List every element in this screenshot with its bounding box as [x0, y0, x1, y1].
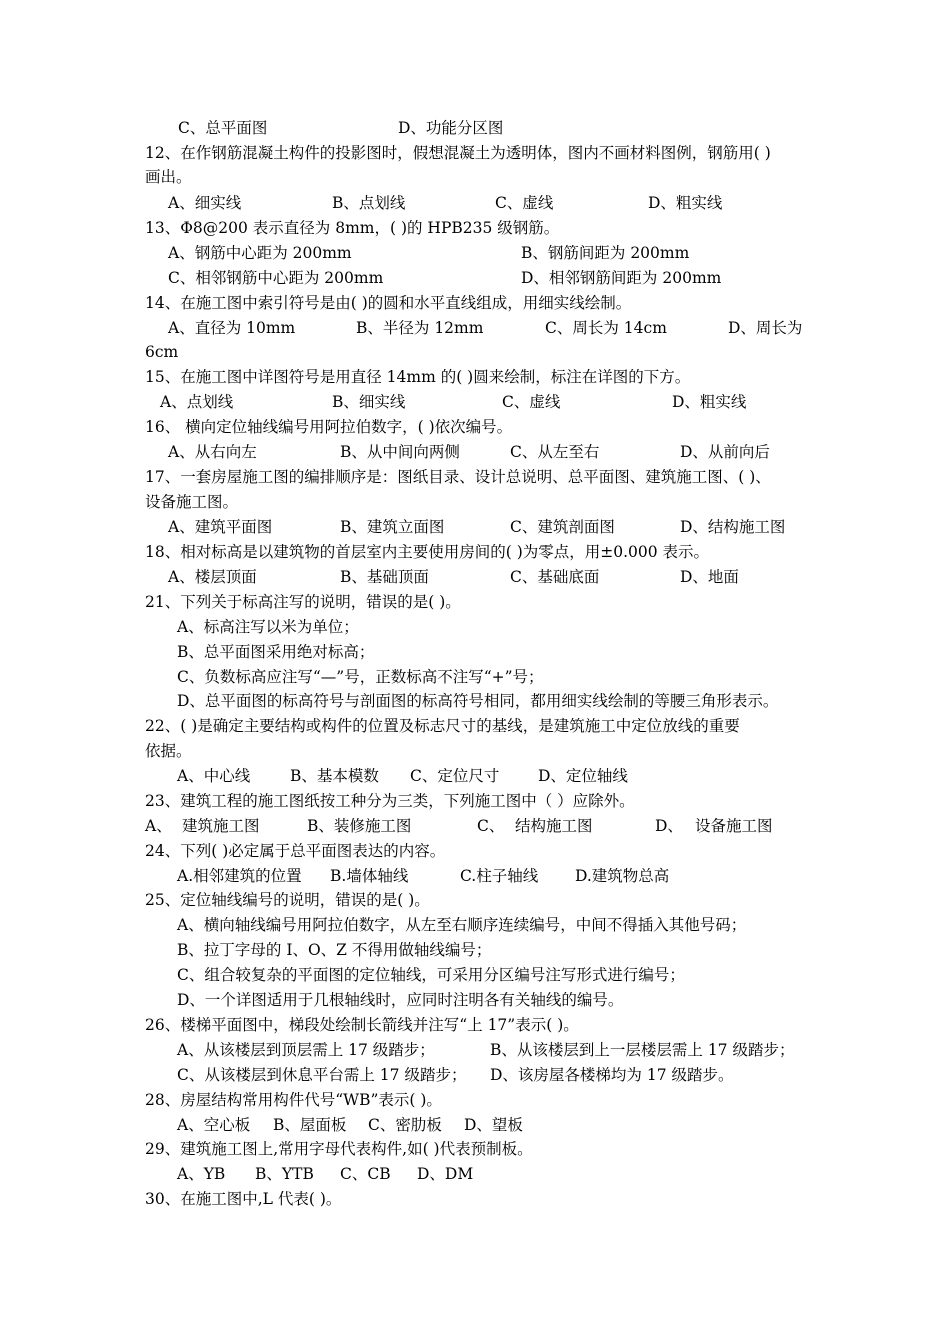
- question-text: 30、在施工图中,L 代表( )。: [145, 1190, 342, 1208]
- question-text: 26、楼梯平面图中，梯段处绘制长箭线并注写“上 17”表示( )。: [145, 1016, 579, 1034]
- question-text: 25、定位轴线编号的说明，错误的是( )。: [145, 891, 430, 909]
- option-a: 建筑施工图: [182, 817, 260, 835]
- option-a: A、YB: [177, 1165, 226, 1183]
- option-b: B、钢筋间距为 200mm: [521, 244, 690, 262]
- option-c: C、组合较复杂的平面图的定位轴线，可采用分区编号注写形式进行编号；: [177, 966, 685, 984]
- option-c: C、相邻钢筋中心距为 200mm: [168, 269, 384, 287]
- question-text: 29、建筑施工图上,常用字母代表构件,如( )代表预制板。: [145, 1140, 533, 1158]
- option-d: D、从前向后: [680, 443, 770, 461]
- option-c: C、总平面图: [178, 119, 268, 137]
- option-d: D、结构施工图: [680, 518, 786, 536]
- option-a-letter: A、: [145, 817, 172, 835]
- option-d: D、定位轴线: [538, 767, 628, 785]
- option-b: B、总平面图采用绝对标高；: [177, 643, 375, 661]
- option-b: B、拉丁字母的 I、O、Z 不得用做轴线编号；: [177, 941, 492, 959]
- question-text: 设备施工图。: [145, 493, 239, 511]
- option-b: B、细实线: [332, 393, 406, 411]
- question-text: 15、在施工图中详图符号是用直径 14mm 的( )圆来绘制，标注在详图的下方。: [145, 368, 691, 386]
- option-b: B、基本模数: [290, 767, 379, 785]
- option-a: A、标高注写以米为单位；: [177, 618, 359, 636]
- question-text: 12、在作钢筋混凝土构件的投影图时，假想混凝土为透明体，图内不画材料图例，钢筋用( ): [145, 144, 771, 162]
- option-d: D、望板: [464, 1116, 523, 1134]
- option-c: C、定位尺寸: [410, 767, 500, 785]
- option-d: D、功能分区图: [398, 119, 504, 137]
- option-a: A、楼层顶面: [168, 568, 257, 586]
- option-d: D、周长为: [728, 319, 803, 337]
- option-d: D、相邻钢筋间距为 200mm: [521, 269, 722, 287]
- option-a: A、建筑平面图: [168, 518, 273, 536]
- option-b: B、半径为 12mm: [356, 319, 484, 337]
- option-c: C、虚线: [495, 194, 554, 212]
- option-c: C、从左至右: [510, 443, 600, 461]
- option-c: C、从该楼层到休息平台需上 17 级踏步；: [177, 1066, 467, 1084]
- option-c: C、基础底面: [510, 568, 600, 586]
- option-b: B、基础顶面: [340, 568, 429, 586]
- option-c: C、负数标高应注写“—”号，正数标高不注写“+”号；: [177, 668, 544, 686]
- option-c: 结构施工图: [515, 817, 593, 835]
- option-a: A.相邻建筑的位置: [177, 867, 302, 885]
- option-b: B.墙体轴线: [330, 867, 409, 885]
- question-text: 13、Φ8@200 表示直径为 8mm，( )的 HPB235 级钢筋。: [145, 219, 560, 237]
- option-c: C.柱子轴线: [460, 867, 539, 885]
- question-text: 画出。: [145, 168, 192, 186]
- option-a: A、空心板: [177, 1116, 251, 1134]
- option-b: B、从中间向两侧: [340, 443, 460, 461]
- option-b: B、屋面板: [273, 1116, 347, 1134]
- option-d: D、DM: [417, 1165, 474, 1183]
- option-a: A、钢筋中心距为 200mm: [168, 244, 352, 262]
- option-d: 设备施工图: [695, 817, 773, 835]
- option-a: A、点划线: [160, 393, 234, 411]
- question-text: 28、房屋结构常用构件代号“WB”表示( )。: [145, 1091, 442, 1109]
- question-text: 16、 横向定位轴线编号用阿拉伯数字，( )依次编号。: [145, 418, 513, 436]
- option-d: D、该房屋各楼梯均为 17 级踏步。: [490, 1066, 734, 1084]
- option-d: D.建筑物总高: [575, 867, 670, 885]
- option-a: A、细实线: [168, 194, 242, 212]
- option-a: A、直径为 10mm: [168, 319, 296, 337]
- option-b: B、YTB: [255, 1165, 314, 1183]
- option-a: A、横向轴线编号用阿拉伯数字，从左至右顺序连续编号，中间不得插入其他号码；: [177, 916, 747, 934]
- question-text: 23、建筑工程的施工图纸按工种分为三类，下列施工图中（ ）应除外。: [145, 792, 635, 810]
- question-text: 22、( )是确定主要结构或构件的位置及标志尺寸的基线，是建筑施工中定位放线的重要: [145, 717, 740, 735]
- option-c: C、密肋板: [368, 1116, 442, 1134]
- option-d: D、粗实线: [672, 393, 747, 411]
- option-a: A、中心线: [177, 767, 251, 785]
- option-d-letter: D、: [655, 817, 683, 835]
- option-d: D、地面: [680, 568, 739, 586]
- option-d: D、粗实线: [648, 194, 723, 212]
- option-b: B、点划线: [332, 194, 406, 212]
- question-text: 17、一套房屋施工图的编排顺序是：图纸目录、设计总说明、总平面图、建筑施工图、( )、: [145, 468, 771, 486]
- option-b: B、装修施工图: [307, 817, 412, 835]
- option-d: D、总平面图的标高符号与剖面图的标高符号相同，都用细实线绘制的等腰三角形表示。: [177, 692, 779, 710]
- option-c: C、CB: [340, 1165, 391, 1183]
- option-c: C、虚线: [502, 393, 561, 411]
- option-c: C、建筑剖面图: [510, 518, 615, 536]
- option-b: B、从该楼层到上一层楼层需上 17 级踏步；: [490, 1041, 795, 1059]
- question-text: 14、在施工图中索引符号是由( )的圆和水平直线组成，用细实线绘制。: [145, 294, 632, 312]
- question-text: 21、下列关于标高注写的说明，错误的是( )。: [145, 593, 461, 611]
- question-text: 依据。: [145, 742, 192, 760]
- option-a: A、从该楼层到顶层需上 17 级踏步；: [177, 1041, 435, 1059]
- option-c: C、周长为 14cm: [545, 319, 667, 337]
- option-b: B、建筑立面图: [340, 518, 445, 536]
- option-c-letter: C、: [477, 817, 505, 835]
- option-d: D、一个详图适用于几根轴线时，应同时注明各有关轴线的编号。: [177, 991, 624, 1009]
- question-text: 18、相对标高是以建筑物的首层室内主要使用房间的( )为零点，用±0.000 表示。: [145, 543, 710, 561]
- option-text: 6cm: [145, 343, 179, 361]
- option-a: A、从右向左: [168, 443, 257, 461]
- question-text: 24、下列( )必定属于总平面图表达的内容。: [145, 842, 446, 860]
